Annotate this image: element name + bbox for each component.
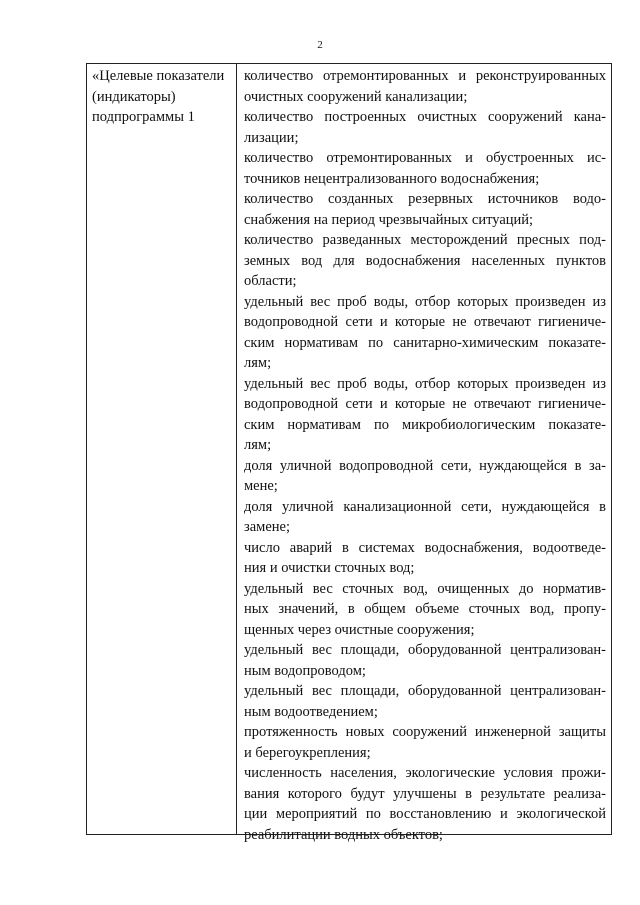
indicator-line: области; [244,273,297,289]
label-line: (индикаторы) [92,88,176,105]
indicator-line: количество отремонтированных и реконструированных [244,68,606,84]
label-line: «Целевые показатели [92,68,225,84]
indicators-table [86,63,612,843]
indicator-line: водопроводной сети и которые не отвечают гигиениче- [244,396,606,412]
indicator-line: удельный вес проб воды, отбор которых произведен из [244,293,606,310]
indicator-line: количество разведанных месторождений пресных под- [244,232,606,248]
indicator-line: ским нормативам по санитарно-химическим показате- [244,334,606,351]
indicator-line: реабилитации водных объектов; [244,826,443,843]
indicator-line: водопроводной сети и которые не отвечают гигиениче- [244,314,606,330]
indicator-line: земных вод для водоснабжения населенных пунктов [244,252,606,269]
indicators-label-cell [92,66,234,128]
indicators-list-cell [244,66,606,845]
indicator-line: щенных через очистные сооружения; [244,621,475,638]
indicator-line: ния и очистки сточных вод; [244,560,415,576]
indicator-line: мене; [244,478,278,494]
indicator-line: лям; [244,437,272,453]
indicator-line: количество отремонтированных и обустроенных ис- [244,150,606,166]
indicator-line: ции мероприятий по восстановлению и экологической [244,806,606,822]
indicator-line: ных значений, в общем объеме сточных вод, пропу- [244,601,606,617]
indicator-line: удельный вес площади, оборудованной централизован- [244,642,606,658]
indicator-line: очистных сооружений канализации; [244,88,468,105]
page-number: 2 [317,39,323,51]
indicator-line: точников нецентрализованного водоснабжения; [244,170,540,187]
indicator-line: удельный вес площади, оборудованной централизован- [244,683,606,699]
indicator-line: протяженность новых сооружений инженерной защиты [244,724,606,740]
indicator-line: лям; [244,355,272,371]
indicator-line: удельный вес проб воды, отбор которых произведен из [244,375,606,392]
indicator-line: лизации; [244,129,299,146]
indicator-line: доля уличной водопроводной сети, нуждающейся в за- [244,457,606,474]
indicator-line: удельный вес сточных вод, очищенных до норматив- [244,580,606,597]
indicator-line: численность населения, экологические условия прожи- [244,765,606,781]
column-divider [236,64,237,834]
indicator-line: замене; [244,519,290,535]
indicator-line: количество построенных очистных сооружений кана- [244,109,606,125]
indicator-line: число аварий в системах водоснабжения, водоотведе- [244,539,606,556]
indicator-line: ным водоотведением; [244,703,378,720]
indicator-line: снабжения на период чрезвычайных ситуаций; [244,211,534,228]
indicator-line: доля уличной канализационной сети, нуждающейся в [244,498,606,515]
label-line: подпрограммы 1 [92,109,195,125]
indicator-line: ским нормативам по микробиологическим показате- [244,416,606,433]
indicator-line: количество созданных резервных источников водо- [244,191,606,207]
indicator-line: и берегоукрепления; [244,744,371,761]
indicator-line: ным водопроводом; [244,662,366,679]
indicator-line: вания которого будут улучшены в результате реализа- [244,785,606,802]
